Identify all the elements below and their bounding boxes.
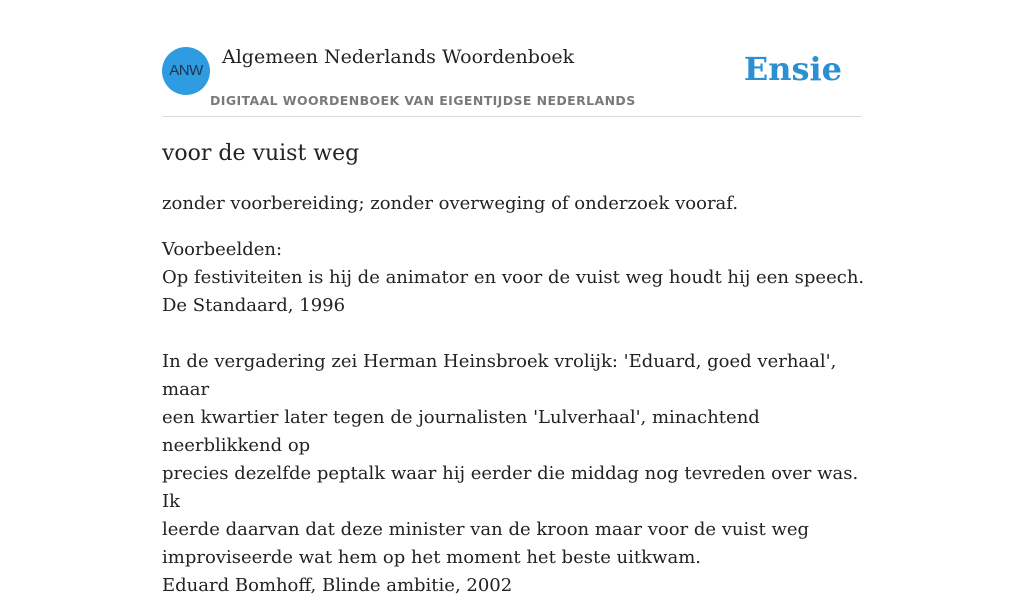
examples-block	[162, 236, 867, 600]
ensie-logo-link[interactable]: Ensie	[743, 50, 842, 88]
example-text-line: improviseerde wat hem op het moment het beste uitkwam.	[162, 547, 701, 568]
example-text-line: precies dezelfde peptalk waar hij eerder die middag nog tevreden over was. Ik	[162, 463, 859, 512]
examples-label: Voorbeelden:	[162, 239, 283, 260]
example-text-line: een kwartier later tegen de journalisten 'Lulverhaal', minachtend neerblikkend op	[162, 407, 760, 456]
site-header	[162, 40, 862, 117]
example-source: Eduard Bomhoff, Blinde ambitie, 2002	[162, 575, 513, 596]
anw-logo[interactable]: ANW	[162, 47, 210, 95]
example-spacer	[162, 320, 867, 348]
example-text-line: In de vergadering zei Herman Heinsbroek vrolijk: 'Eduard, goed verhaal', maar	[162, 351, 837, 400]
example-text: Op festiviteiten is hij de animator en voor de vuist weg houdt hij een speech.	[162, 267, 865, 288]
entry-definition: zonder voorbereiding; zonder overweging of onderzoek vooraf.	[162, 193, 739, 214]
site-subtitle: DIGITAAL WOORDENBOEK VAN EIGENTIJDSE NEDERLANDS	[210, 93, 636, 108]
entry-content	[162, 138, 867, 600]
example-source: De Standaard, 1996	[162, 295, 346, 316]
entry-title: voor de vuist weg	[162, 141, 360, 166]
example-text-line: leerde daarvan dat deze minister van de kroon maar voor de vuist weg	[162, 519, 810, 540]
site-title[interactable]: Algemeen Nederlands Woordenboek	[222, 46, 575, 68]
